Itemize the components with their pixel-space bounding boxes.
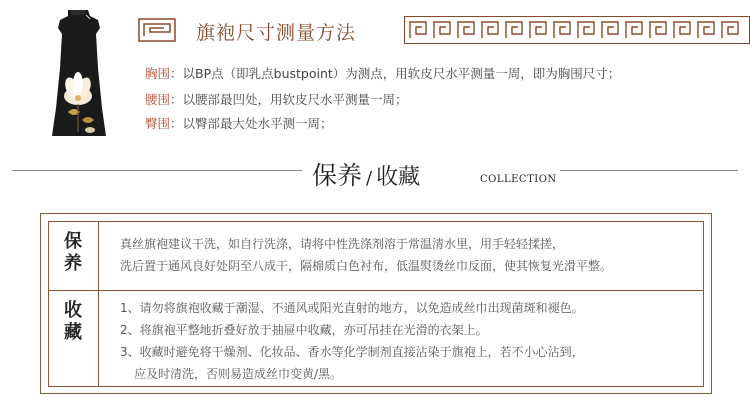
measurement-title-bar <box>138 12 750 48</box>
heading-care: 保养 <box>312 161 363 190</box>
fret-border-pattern <box>404 16 750 44</box>
storage-line-4: 应及时清洗，否则易造成丝巾变黄/黑。 <box>134 367 343 381</box>
bust-text: ：以BP点（即乳点bustpoint）为测点，用软皮尺水平测量一周，即为胸围尺寸； <box>170 66 621 81</box>
storage-line-3: 3、收藏时避免将干燥剂、化妆品、香水等化学制剂直接沾染于旗袍上，若不小心沾到， <box>120 345 584 359</box>
section-subtitle: COLLECTION <box>480 174 557 185</box>
care-heading-char-1: 保 <box>64 231 82 252</box>
fret-frame-icon <box>138 18 176 42</box>
table-row-divider <box>48 290 704 291</box>
bust-measurement <box>145 64 620 82</box>
hip-measurement <box>145 114 333 132</box>
care-heading-char-2: 养 <box>64 253 82 274</box>
measurement-title: 旗袍尺寸测量方法 <box>196 22 357 44</box>
care-line-1: 真丝旗袍建议干洗，如自行洗涤，请将中性洗涤剂溶于常温清水里，用手轻轻揉搓， <box>120 237 565 251</box>
bust-label: 胸围 <box>145 66 171 81</box>
divider-right <box>560 170 738 171</box>
divider-left <box>12 170 302 171</box>
waist-label: 腰围 <box>145 92 171 107</box>
heading-separator: / <box>366 168 373 189</box>
waist-measurement <box>145 90 408 108</box>
storage-row-heading <box>48 300 98 344</box>
storage-row-text <box>120 297 584 385</box>
care-row-text <box>120 233 612 277</box>
storage-line-2: 2、将旗袍平整地折叠好放于抽屉中收藏，亦可吊挂在光滑的衣架上。 <box>120 323 488 337</box>
waist-text: ：以腰部最凹处，用软皮尺水平测量一周； <box>170 92 408 107</box>
care-row-heading <box>48 231 98 275</box>
hip-label: 臀围 <box>145 116 171 131</box>
storage-line-1: 1、请勿将旗袍收藏于潮湿、不通风或阳光直射的地方，以免造成丝巾出现菌斑和褪色。 <box>120 301 584 315</box>
heading-storage: 收藏 <box>376 165 421 190</box>
qipao-illustration <box>38 8 118 136</box>
section-heading <box>312 156 420 192</box>
storage-heading-char-1: 收 <box>64 300 82 321</box>
storage-heading-char-2: 藏 <box>64 322 82 343</box>
table-column-divider <box>98 221 99 387</box>
hip-text: ：以臀部最大处水平测一周； <box>170 116 333 131</box>
care-line-2: 洗后置于通风良好处阴至八成干，隔棉质白色衬布，低温熨烫丝巾反面，使其恢复光滑平整。 <box>120 259 613 273</box>
